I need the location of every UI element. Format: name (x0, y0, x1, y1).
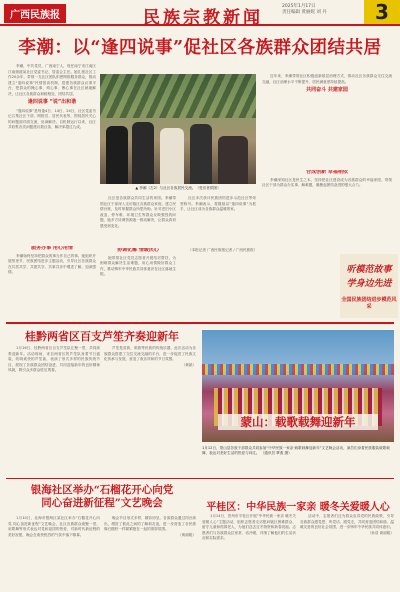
article-5-paragraph: 1月14日，贺州市平桂区开展“中华民族一家亲 暖冬关爱暖人心”主题活动，组织志愿者走访慰问辖区困难群众、留守儿童和孤寡老人，为他们送去过冬物资和新春祝福。志愿者们与各族群众拉家常、话冷暖，详细了解他们的生活状况和实际需求。 (202, 514, 296, 540)
article-4-paragraph: 1月10日，北海市银海区某社区举办“石榴花开心向党 同心奋进新征程”文艺晚会，社区各族群众欢聚一堂，用歌舞等形式表达对党和祖国的热爱，对新时代新征程的美好祝愿，晚会在欢快热烈的气氛中落下帷幕。 (8, 516, 100, 537)
main-article-paragraph: 她带领社区党员志愿者开展结对帮扶，为困难群众解决生活难题，用心用情做好群众工作，推动铸牢中华民族共同体意识在社区落地生根。 (100, 255, 176, 276)
article-5-col2 (300, 514, 394, 588)
paper-name: 广西民族报 (4, 4, 66, 23)
main-article-subhead: 共同奋斗 共建家园 (306, 87, 348, 93)
main-article-paragraph: 近年来，李潮带领社区积极创新基层治理方式，推动社区各族群众交往交流交融，社区治理水平不断提升，居民满意度持续提高。 (262, 74, 392, 84)
main-article-col2 (100, 196, 176, 246)
main-article-subhead: 服务办事 用心用情 (31, 246, 73, 251)
main-article-col1b (8, 246, 96, 316)
article-2-col2 (104, 346, 196, 476)
photo-banners (202, 364, 394, 375)
article-2-paragraph: 1月16日，桂黔两省区百支芦笙队汇聚一堂，共同演奏迎新年。活动现场，来自两省区的芦笙队身着节日盛装，吹响欢快的芦笙曲，表演了形式多样的民族传统节目，展现了各族群众团结奋进、共同迎接新年的良好精神风貌，吸引众多群众驻足观看。 (8, 346, 100, 372)
photo-person (132, 122, 154, 184)
slogan-line-1: 听模范故事 (346, 265, 392, 275)
article-4-byline: （黄丽妮） (178, 532, 196, 537)
main-photo-caption: ▲ 李潮（左2）与社区各族居民交流。（受访者供图） (135, 186, 221, 190)
date-line (282, 4, 352, 16)
photo-foliage (100, 74, 256, 118)
article-4-headline (8, 484, 196, 510)
main-article-col1 (8, 64, 96, 244)
stage-photo-caption-text: 1月12日，蒙山县各族干部群众共同参加“中华民族一家亲·载歌载舞迎新年”文艺晚会活动，演员们身着民族服装载歌载舞，表达对美好生活的热爱与向往。 (202, 446, 390, 455)
main-article-col2b (100, 248, 176, 316)
article-5-paragraph: 活动中，志愿者们还为群众宣讲党的民族政策，引导各族群众感党恩、听党话、跟党走，共同营造团结和谐、温暖友爱的良好社会氛围，进一步铸牢中华民族共同体意识。 (300, 514, 394, 529)
photo-person (190, 124, 212, 184)
article-2-headline: 桂黔两省区百支芦笙齐奏迎新年 (25, 330, 179, 343)
article-2-byline: （黄斌） (181, 362, 196, 367)
article-4-paragraph: 晚会节目形式多样，精彩纷呈。各族群众通过同台演出，增进了彼此之间的了解和友谊，进一步营造了各民族像石榴籽一样紧紧抱在一起的浓厚氛围。 (104, 516, 196, 531)
main-article-paragraph: 李潮深知社区是民生之本，坚持把社区建设成为各族群众的幸福家园，带领社区干部为群众办实事、解难题，凝聚起团结奋进的强大合力。 (262, 177, 392, 187)
article-5-col1 (202, 514, 296, 588)
main-article-subhead: 逢四说事 “说”出和谐 (27, 99, 77, 105)
photo-person (218, 136, 248, 184)
main-headline: 李潮：以“逢四说事”促社区各族群众团结共居 (18, 38, 382, 58)
slogan-box (340, 254, 398, 318)
article-5-byline: （孙浩 黄丽妮） (367, 530, 394, 535)
stage-photo-caption (202, 446, 394, 456)
section-divider (6, 322, 394, 324)
article-3-headline: 蒙山：载歌载舞迎新年 (218, 414, 378, 430)
section-title: 民族宗教新闻 (143, 8, 263, 28)
main-article-byline: （本报记者 广西民族报记者 / 广西民族报） (188, 248, 258, 252)
main-article-paragraph: 社区是各族群众共同生活的家园。李潮带领社区干部深入走访辖区各族群众家庭，建立民情台账，及时掌握群众所思所盼。针对老旧小区改造、停车难、环境卫生等群众反映强烈的问题，她多方协调资源逐一推动解决，让群众真切感受到变化。 (100, 196, 176, 228)
article-5-headline: 平桂区：中华民族一家亲 暖冬关爱暖人心 (206, 502, 390, 513)
issue-date: 2025年1月17日 (282, 4, 316, 9)
article-4-col1 (8, 516, 100, 588)
main-article-paragraph: 社区多次获评民族团结进步示范社区等荣誉称号。李潮表示，将继续以“逢四说事”为抓手，让社区成为各族群众温暖的家。 (180, 196, 256, 211)
main-article-subhead: 协调化解 情暖民心 (117, 248, 159, 253)
main-article-col3b (180, 248, 336, 316)
main-article-right (262, 74, 392, 168)
main-article-col3 (180, 196, 256, 246)
main-article-photo (100, 74, 256, 184)
page-number: 3 (364, 0, 400, 24)
article-2-paragraph: 芦笙是苗族、侗族等民族的传统乐器，此次活动为各族群众搭建了交往交流交融的平台，进一步促进了民族文化传承与发展，营造了欢乐祥和的节日氛围。 (104, 346, 196, 361)
main-article-paragraph: 李潮始终坚持把群众的事当作自己的事。她组织开展邻里节、民族团结进步主题活动，引导社区各族群众在共居共学、共建共享、共事共乐中增进了解、加深感情。 (8, 253, 96, 274)
article-4-col2 (104, 516, 196, 588)
main-article-paragraph: “逢四说事”是每逢4日、14日、24日，社区党委书记召集社区干部、网格员、居民代表等，围绕居民关心的问题面对面交流、协商解决。自机制运行以来，社区共收集各类问题建议数百条，解决率超过九成。 (8, 108, 96, 129)
article-4-headline-line2: 同心奋进新征程”文艺晚会 (41, 497, 163, 509)
editor-line: 责任编辑 黄丽妮 刘 丹 (282, 10, 327, 15)
photo-person (160, 128, 184, 184)
stage-photo-byline: （通讯员 覃燕 摄） (260, 451, 292, 455)
main-article-subhead: 合成创新 幸福相依 (306, 170, 348, 175)
section-divider (6, 478, 394, 479)
slogan-line-2: 学身边先进 (346, 279, 392, 289)
slogan-line-3: 全国民族团结进步模范风采 (341, 297, 397, 310)
main-article-paragraph: 李潮，中共党员，广西南宁人，现任南宁市江南区江南街道某社区党委书记、居委会主任。她扎根社区工作20余年，带领一支社区团队织密网格服务群众，推动建立“逢四说事”民情恳谈机制，搭建各族群众议事平台，把群众的操心事、烦心事、揪心事在社区就地解决，让社区各族群众和睦相处、团结共居。 (8, 64, 96, 96)
main-article-right2 (262, 170, 392, 250)
article-4-headline-line1: 银海社区举办“石榴花开心向党 (30, 484, 174, 496)
photo-person (106, 126, 128, 184)
article-2-col1 (8, 346, 100, 476)
